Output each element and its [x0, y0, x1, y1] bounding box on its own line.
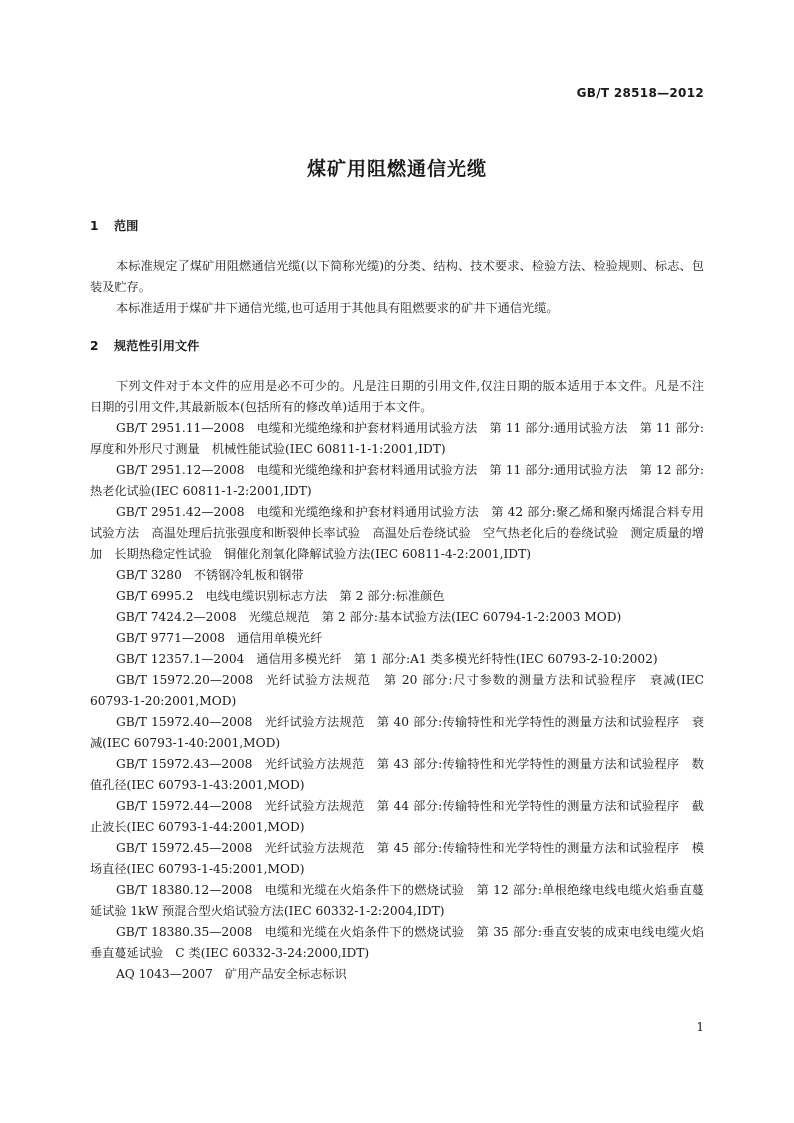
reference-title: 光缆总规范 第 2 部分:基本试验方法(IEC 60794-1-2:2003 MOD) — [248, 610, 622, 624]
reference-title: 电缆和光缆绝缘和护套材料通用试验方法 第 42 部分:聚乙烯和聚丙烯混合料专用试验方法 高温处理后抗张强度和断裂伸长率试验 高温处后卷绕试验 空气热老化后的卷绕试验 测定质量的增加 长期热稳定性试验 铜催化剂氧化降解试验方法(IEC 60811-4-2:2001,IDT) — [90, 505, 704, 561]
reference-item — [90, 670, 704, 712]
reference-code: GB/T 18380.35—2008 — [116, 925, 253, 939]
reference-title: 光纤试验方法规范 第 44 部分:传输特性和光学特性的测量方法和试验程序 截止波长(IEC 60793-1-44:2001,MOD) — [90, 799, 704, 834]
reference-item — [90, 628, 704, 649]
reference-item — [90, 796, 704, 838]
standard-code: GB/T 28518—2012 — [576, 86, 704, 100]
reference-item — [90, 712, 704, 754]
reference-title: 矿用产品安全标志标识 — [224, 967, 347, 981]
reference-item — [90, 565, 704, 586]
reference-list — [90, 418, 704, 985]
reference-code: GB/T 15972.45—2008 — [116, 841, 253, 855]
reference-item — [90, 964, 704, 985]
section-1-title: 范围 — [114, 219, 139, 233]
document-title: 煤矿用阻燃通信光缆 — [306, 158, 487, 180]
scope-paragraph: 本标准规定了煤矿用阻燃通信光缆(以下简称光缆)的分类、结构、技术要求、检验方法、检验规则、标志、包装及贮存。 — [90, 259, 704, 294]
document-body — [90, 216, 704, 985]
reference-code: GB/T 15972.40—2008 — [116, 715, 253, 729]
reference-title: 不锈钢冷轧板和钢带 — [193, 568, 304, 582]
reference-title: 电线电缆识别标志方法 第 2 部分:标准颜色 — [205, 589, 445, 603]
reference-title: 光纤试验方法规范 第 40 部分:传输特性和光学特性的测量方法和试验程序 衰减(IEC 60793-1-40:2001,MOD) — [90, 715, 704, 750]
reference-title: 电缆和光缆在火焰条件下的燃烧试验 第 12 部分:单根绝缘电线电缆火焰垂直蔓延试验 1kW 预混合型火焰试验方法(IEC 60332-1-2:2004,IDT) — [90, 883, 704, 918]
reference-code: GB/T 18380.12—2008 — [116, 883, 253, 897]
reference-code: GB/T 3280 — [116, 568, 182, 582]
reference-code: AQ 1043—2007 — [116, 967, 213, 981]
reference-item — [90, 922, 704, 964]
reference-item — [90, 586, 704, 607]
reference-item — [90, 502, 704, 565]
reference-item — [90, 880, 704, 922]
reference-item — [90, 838, 704, 880]
scope-paragraph: 本标准适用于煤矿井下通信光缆,也可适用于其他具有阻燃要求的矿井下通信光缆。 — [116, 301, 559, 315]
section-2-body — [90, 376, 704, 985]
section-2-title: 规范性引用文件 — [114, 339, 200, 353]
section-1-number: 1 — [90, 219, 99, 233]
reference-item — [90, 649, 704, 670]
section-1-heading — [90, 216, 704, 237]
reference-code: GB/T 15972.44—2008 — [116, 799, 253, 813]
section-1-body — [90, 256, 704, 319]
reference-item — [90, 418, 704, 460]
reference-code: GB/T 6995.2 — [116, 589, 194, 603]
reference-code: GB/T 15972.43—2008 — [116, 757, 253, 771]
reference-code: GB/T 9771—2008 — [116, 631, 226, 645]
reference-title: 电缆和光缆绝缘和护套材料通用试验方法 第 11 部分:通用试验方法 第 12 部分:热老化试验(IEC 60811-1-2:2001,IDT) — [90, 463, 704, 498]
reference-title: 光纤试验方法规范 第 43 部分:传输特性和光学特性的测量方法和试验程序 数值孔径(IEC 60793-1-43:2001,MOD) — [90, 757, 704, 792]
page-number: 1 — [696, 1020, 704, 1034]
reference-code: GB/T 2951.12—2008 — [116, 463, 245, 477]
reference-title: 通信用多模光纤 第 1 部分:A1 类多模光纤特性(IEC 60793-2-10:2002) — [256, 652, 658, 666]
reference-code: GB/T 7424.2—2008 — [116, 610, 237, 624]
reference-title: 电缆和光缆在火焰条件下的燃烧试验 第 35 部分:垂直安装的成束电线电缆火焰垂直蔓延试验 C 类(IEC 60332-3-24:2000,IDT) — [90, 925, 704, 960]
references-intro: 下列文件对于本文件的应用是必不可少的。凡是注日期的引用文件,仅注日期的版本适用于本文件。凡是不注日期的引用文件,其最新版本(包括所有的修改单)适用于本文件。 — [90, 379, 704, 414]
reference-title: 通信用单模光纤 — [237, 631, 323, 645]
reference-item — [90, 460, 704, 502]
reference-code: GB/T 2951.11—2008 — [116, 421, 245, 435]
reference-item — [90, 607, 704, 628]
section-2-number: 2 — [90, 339, 99, 353]
reference-code: GB/T 12357.1—2004 — [116, 652, 245, 666]
reference-title: 光纤试验方法规范 第 20 部分:尺寸参数的测量方法和试验程序 衰减(IEC 60793-1-20:2001,MOD) — [90, 673, 704, 708]
reference-code: GB/T 2951.42—2008 — [116, 505, 245, 519]
section-2-heading — [90, 336, 704, 357]
reference-item — [90, 754, 704, 796]
reference-title: 光纤试验方法规范 第 45 部分:传输特性和光学特性的测量方法和试验程序 模场直径(IEC 60793-1-45:2001,MOD) — [90, 841, 704, 876]
reference-code: GB/T 15972.20—2008 — [116, 673, 254, 687]
reference-title: 电缆和光缆绝缘和护套材料通用试验方法 第 11 部分:通用试验方法 第 11 部分:厚度和外形尺寸测量 机械性能试验(IEC 60811-1-1:2001,IDT) — [90, 421, 704, 456]
